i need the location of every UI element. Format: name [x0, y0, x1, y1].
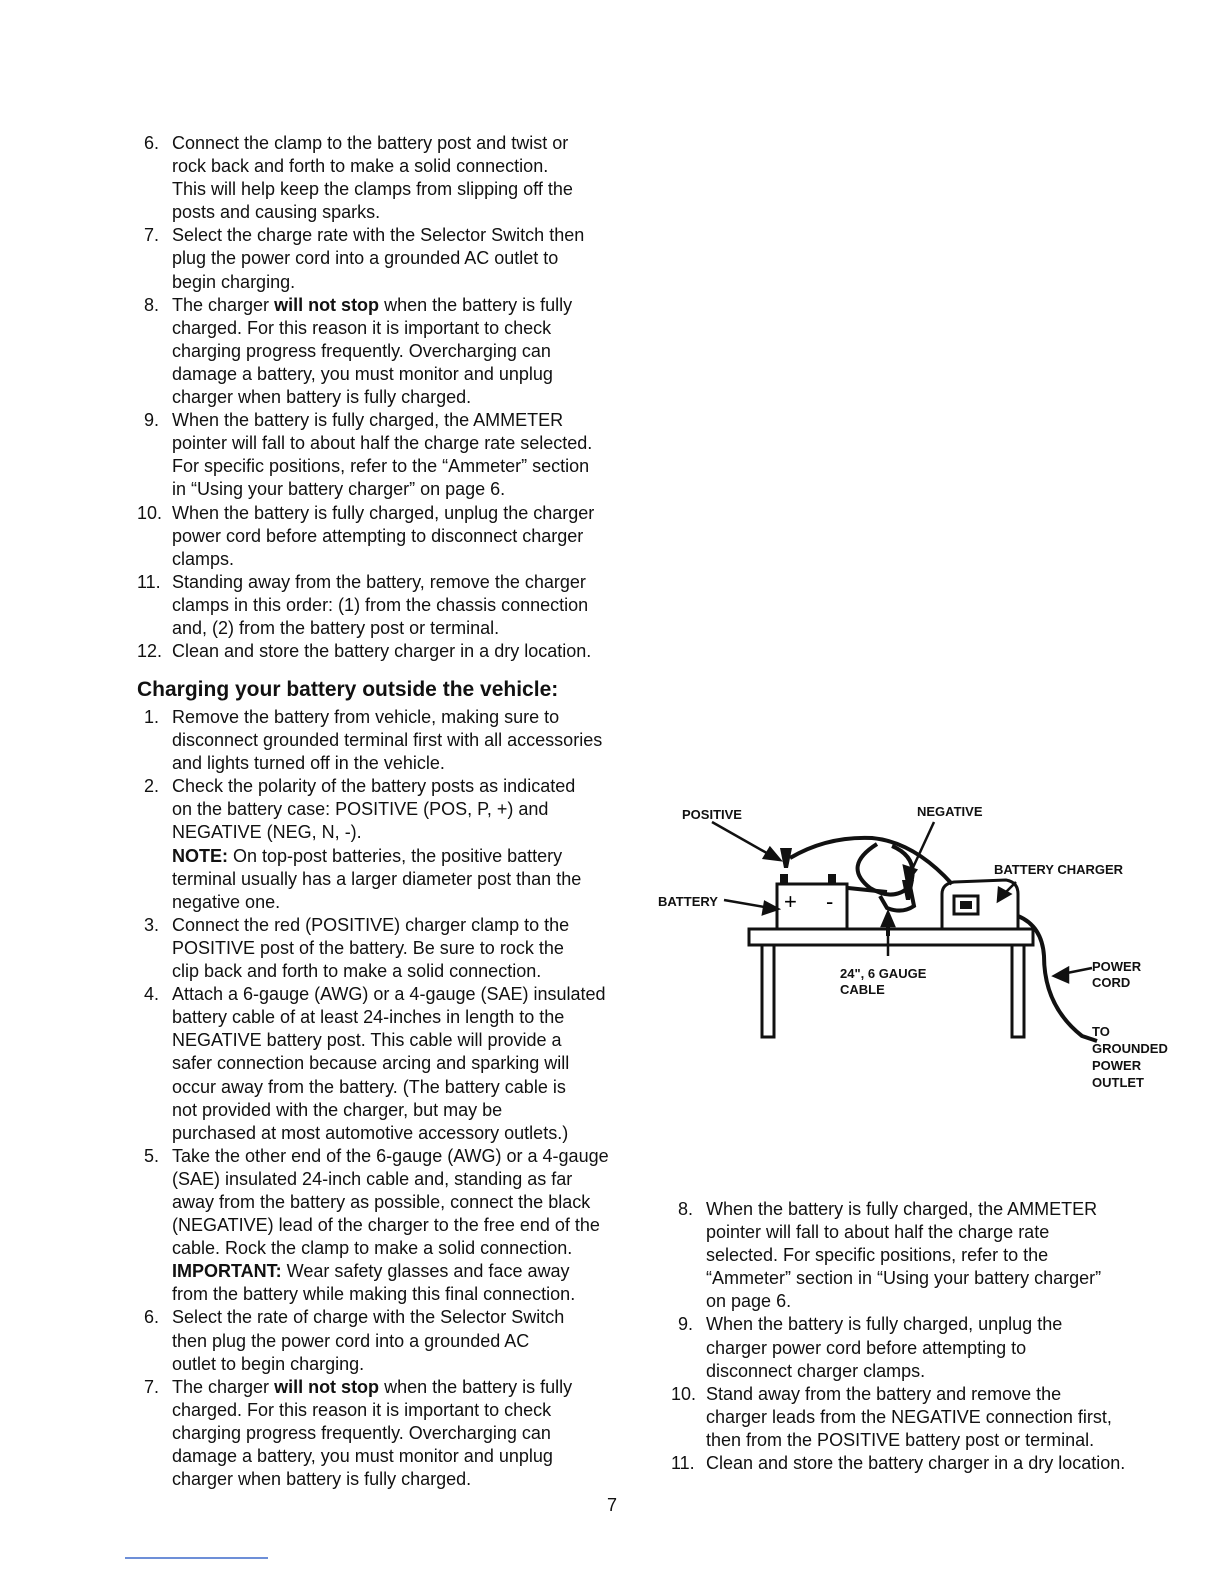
- list-item: 8. The charger will not stop when the battery is fully charged. For this reason it is important to check charging progress frequently. Overcharging can damage a battery, you must monitor and unplug charger when battery is fully charged.: [143, 294, 573, 408]
- list-item: 10. Stand away from the battery and remove the charger leads from the NEGATIVE connection first, then from the POSITIVE battery post or terminal.: [671, 1383, 1112, 1450]
- label-cord: CORD: [1092, 975, 1131, 990]
- list-item: 5. Take the other end of the 6-gauge (AWG) or a 4-gauge (SAE) insulated 24-inch cable and, standing as far away from the battery as possible, connect the black (NEGATIVE) lead of the charger to the free end of the cable. Rock the clamp to make a solid connection. IMPORTANT: Wear safety glasses and face away from the battery while making this final connection.: [137, 1145, 662, 1307]
- important-label: IMPORTANT:: [172, 1261, 282, 1282]
- charging-steps-in-vehicle: [137, 132, 662, 663]
- list-item: 2. Check the polarity of the battery posts as indicated on the battery case: POSITIVE (POS, P, +) and NEGATIVE (NEG, N, -). NOTE: On top-post batteries, the positive battery terminal usually has a larger diameter post than the negative one.: [137, 775, 662, 914]
- list-item: 9. When the battery is fully charged, unplug the charger power cord before attempting to disconnect charger clamps.: [677, 1314, 1063, 1381]
- label-positive: POSITIVE: [682, 807, 742, 822]
- charging-steps-outside-vehicle: [137, 706, 662, 1491]
- battery-charger-drawing: [942, 880, 1018, 929]
- list-item: 6. Connect the clamp to the battery post and twist or rock back and forth to make a solid connection. This will help keep the clamps from slipping off the posts and causing sparks.: [143, 133, 573, 223]
- list-item: 10. When the battery is fully charged, unplug the charger power cord before attempting to disconnect charger clamps.: [137, 502, 595, 569]
- emphasis-text: will not stop: [274, 1376, 380, 1397]
- list-item: 9. When the battery is fully charged, the AMMETER pointer will fall to about half the charge rate selected. For specific positions, refer to the “Ammeter” section in “Using your battery charger” on page 6.: [143, 410, 593, 500]
- list-item: 4. Attach a 6-gauge (AWG) or a 4-gauge (SAE) insulated battery cable of at least 24-inches in length to the NEGATIVE battery post. This cable will provide a safer connection because arcing and sparking will occur away from the battery. (The battery cable is not provided with the charger, but may be purchased at most automotive accessory outlets.): [143, 984, 606, 1143]
- note: NOTE: On top-post batteries, the positive battery: [172, 845, 563, 866]
- label-power: POWER: [1092, 959, 1142, 974]
- battery-charging-diagram: [652, 796, 1182, 1096]
- battery-minus-sign: -: [826, 889, 834, 914]
- label-to: TO: [1092, 1024, 1110, 1039]
- label-cable-size: 24", 6 GAUGE: [840, 966, 927, 981]
- label-battery: BATTERY: [658, 894, 718, 909]
- label-battery-charger: BATTERY CHARGER: [994, 862, 1124, 877]
- label-grounded: GROUNDED: [1092, 1041, 1168, 1056]
- section-heading: Charging your battery outside the vehicle:: [137, 678, 559, 701]
- list-item: 7. Select the charge rate with the Selector Switch then plug the power cord into a grounded AC outlet to begin charging.: [143, 225, 585, 292]
- list-item: 7. The charger will not stop when the battery is fully charged. For this reason it is important to check charging progress frequently. Overcharging can damage a battery, you must monitor and unplug charger when battery is fully charged.: [143, 1376, 573, 1490]
- list-item: 6. Select the rate of charge with the Selector Switch then plug the power cord into a grounded AC outlet to begin charging.: [143, 1307, 565, 1374]
- footer-rule: [125, 1557, 268, 1559]
- emphasis-text: will not stop: [274, 294, 380, 315]
- table-drawing: [749, 929, 1033, 1037]
- list-item: 1. Remove the battery from vehicle, making sure to disconnect grounded terminal first with all accessories and lights turned off in the vehicle.: [143, 707, 603, 774]
- label-negative: NEGATIVE: [917, 804, 983, 819]
- label-cable: CABLE: [840, 982, 885, 997]
- charging-steps-continued: [671, 1198, 1191, 1475]
- label-outlet: OUTLET: [1092, 1075, 1144, 1090]
- list-item: 11. Clean and store the battery charger in a dry location.: [671, 1453, 1126, 1474]
- battery-plus-sign: +: [784, 889, 797, 914]
- battery-drawing: [777, 874, 847, 929]
- page-number: 7: [606, 1495, 617, 1515]
- list-item: 12. Clean and store the battery charger in a dry location.: [137, 641, 592, 662]
- note-label: NOTE:: [172, 845, 228, 866]
- list-item: 11. Standing away from the battery, remove the charger clamps in this order: (1) from the chassis connection and, (2) from the battery post or terminal.: [137, 571, 589, 638]
- label-power-outlet-power: POWER: [1092, 1058, 1142, 1073]
- important-note: IMPORTANT: Wear safety glasses and face away: [172, 1261, 570, 1282]
- list-item: 3. Connect the red (POSITIVE) charger clamp to the POSITIVE post of the battery. Be sure to rock the clip back and forth to make a solid connection.: [143, 914, 570, 982]
- list-item: 8. When the battery is fully charged, the AMMETER pointer will fall to about half the charge rate selected. For specific positions, refer to the “Ammeter” section in “Using your battery charger” on page 6.: [677, 1199, 1102, 1312]
